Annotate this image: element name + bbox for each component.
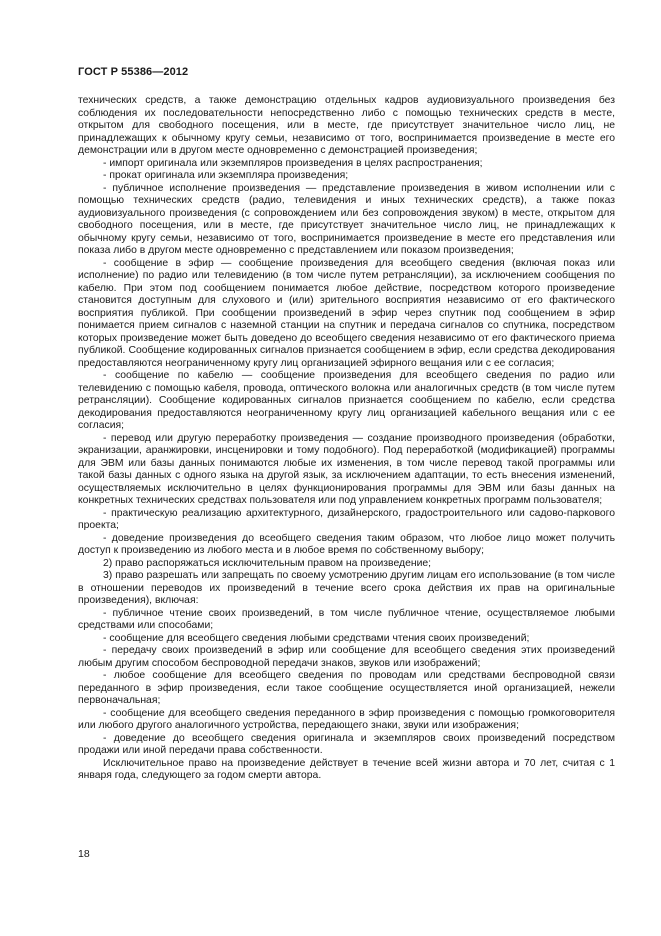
document-body xyxy=(78,95,615,783)
paragraph: технических средств, а также демонстрацию отдельных кадров аудиовизуального произведения без соблюдения их последовательности непосредственно либо с помощью технических средств в месте, открытом для свободного посещения, или в месте, где присутствует значительное число лиц, не принадлежащих к обычному кругу семьи, независимо от того, воспринимается произведение в месте его демонстрации или в другом месте одновременно с демонстрацией произведения; xyxy=(78,95,615,156)
list-item: - сообщение в эфир — сообщение произведения для всеобщего сведения (включая показ или исполнение) по радио или телевидению (в том числе путем ретрансляции), за исключением сообщения по кабелю. При этом под сообщением понимается любое действие, посредством которого произведение становится доступным для слухового и (или) зрительного восприятия независимо от его фактического восприятия публикой. При сообщении произведений в эфир через спутник под сообщением в эфир понимается прием сигналов с наземной станции на спутник и передача сигналов со спутника, посредством которых произведение может быть доведено до всеобщего сведения независимо от его фактического приема публикой. Сообщение кодированных сигналов признается сообщением в эфир, если средства декодирования предоставляются неограниченному кругу лиц организацией эфирного вещания или с ее согласия; xyxy=(78,257,615,369)
list-item: - сообщение для всеобщего сведения переданного в эфир произведения с помощью громкоговорителя или любого другого аналогичного устройства, передающего знаки, звуки или изображения; xyxy=(78,707,615,731)
list-item: - сообщение для всеобщего сведения любыми средствами чтения своих произведений; xyxy=(103,632,530,644)
list-item: - практическую реализацию архитектурного, дизайнерского, градостроительного или садово-паркового проекта; xyxy=(78,507,615,531)
list-item: - прокат оригинала или экземпляра произведения; xyxy=(103,170,349,181)
numbered-item: 2) право распоряжаться исключительным правом на произведение; xyxy=(103,557,432,569)
list-item: - перевод или другую переработку произведения — создание производного произведения (обработки, экранизации, аранжировки, инсценировки и тому подобного). Под переработкой (модификацией) программы для ЭВМ или базы данных понимаются любые их изменения, в том числе перевод такой программы или такой базы данных с одного языка на другой язык, за исключением адаптации, то есть внесения изменений, осуществляемых исключительно в целях функционирования программы для ЭВМ или базы данных на конкретных технических средствах пользователя или под управлением конкретных программ пользователя; xyxy=(78,432,615,506)
list-item: - публичное чтение своих произведений, в том числе публичное чтение, осуществляемое любыми средствами или способами; xyxy=(78,607,615,631)
list-item: - импорт оригинала или экземпляров произведения в целях распространения; xyxy=(103,157,483,169)
list-item: - любое сообщение для всеобщего сведения по проводам или средствами беспроводной связи переданного в эфир произведения, если такое сообщение осуществляется иной организацией, нежели первоначальная; xyxy=(78,670,615,706)
list-item: - публичное исполнение произведения — представление произведения в живом исполнении или с помощью технических средств (радио, телевидения и иных технических средств), а также показ аудиовизуального произведения (с сопровождением или без сопровождения звуком) в месте, открытом для свободного посещения, или в месте, где присутствует значительное число лиц, не принадлежащих к обычному кругу семьи, независимо от того, воспринимается произведение в месте его представления или показа либо в другом месте одновременно с представлением или показом произведения; xyxy=(78,182,615,256)
list-item: - доведение до всеобщего сведения оригинала и экземпляров своих произведений посредством продажи или иной передачи права собственности. xyxy=(78,732,615,756)
document-header: ГОСТ Р 55386—2012 xyxy=(78,66,189,78)
page-number: 18 xyxy=(78,848,90,860)
list-item: - доведение произведения до всеобщего сведения таким образом, что любое лицо может получить доступ к произведению из любого места и в любое время по собственному выбору; xyxy=(78,532,615,556)
list-item: - сообщение по кабелю — сообщение произведения для всеобщего сведения по радио или телевидению с помощью кабеля, провода, оптического волокна или аналогичных средств (в том числе путем ретрансляции). Сообщение кодированных сигналов признается сообщением по кабелю, если средства декодирования предоставляются неограниченному кругу лиц организацией кабельного вещания или с ее согласия; xyxy=(78,370,615,431)
paragraph: Исключительное право на произведение действует в течение всей жизни автора и 70 лет, считая с 1 января года, следующего за годом смерти автора. xyxy=(78,757,615,781)
numbered-item: 3) право разрешать или запрещать по своему усмотрению другим лицам его использование (в том числе в отношении переводов их произведений в течение всего срока действия их прав на оригинальные произведения), включая: xyxy=(78,570,615,606)
list-item: - передачу своих произведений в эфир или сообщение для всеобщего сведения этих произведений любым другим способом беспроводной передачи знаков, звуков или изображений; xyxy=(78,645,615,669)
